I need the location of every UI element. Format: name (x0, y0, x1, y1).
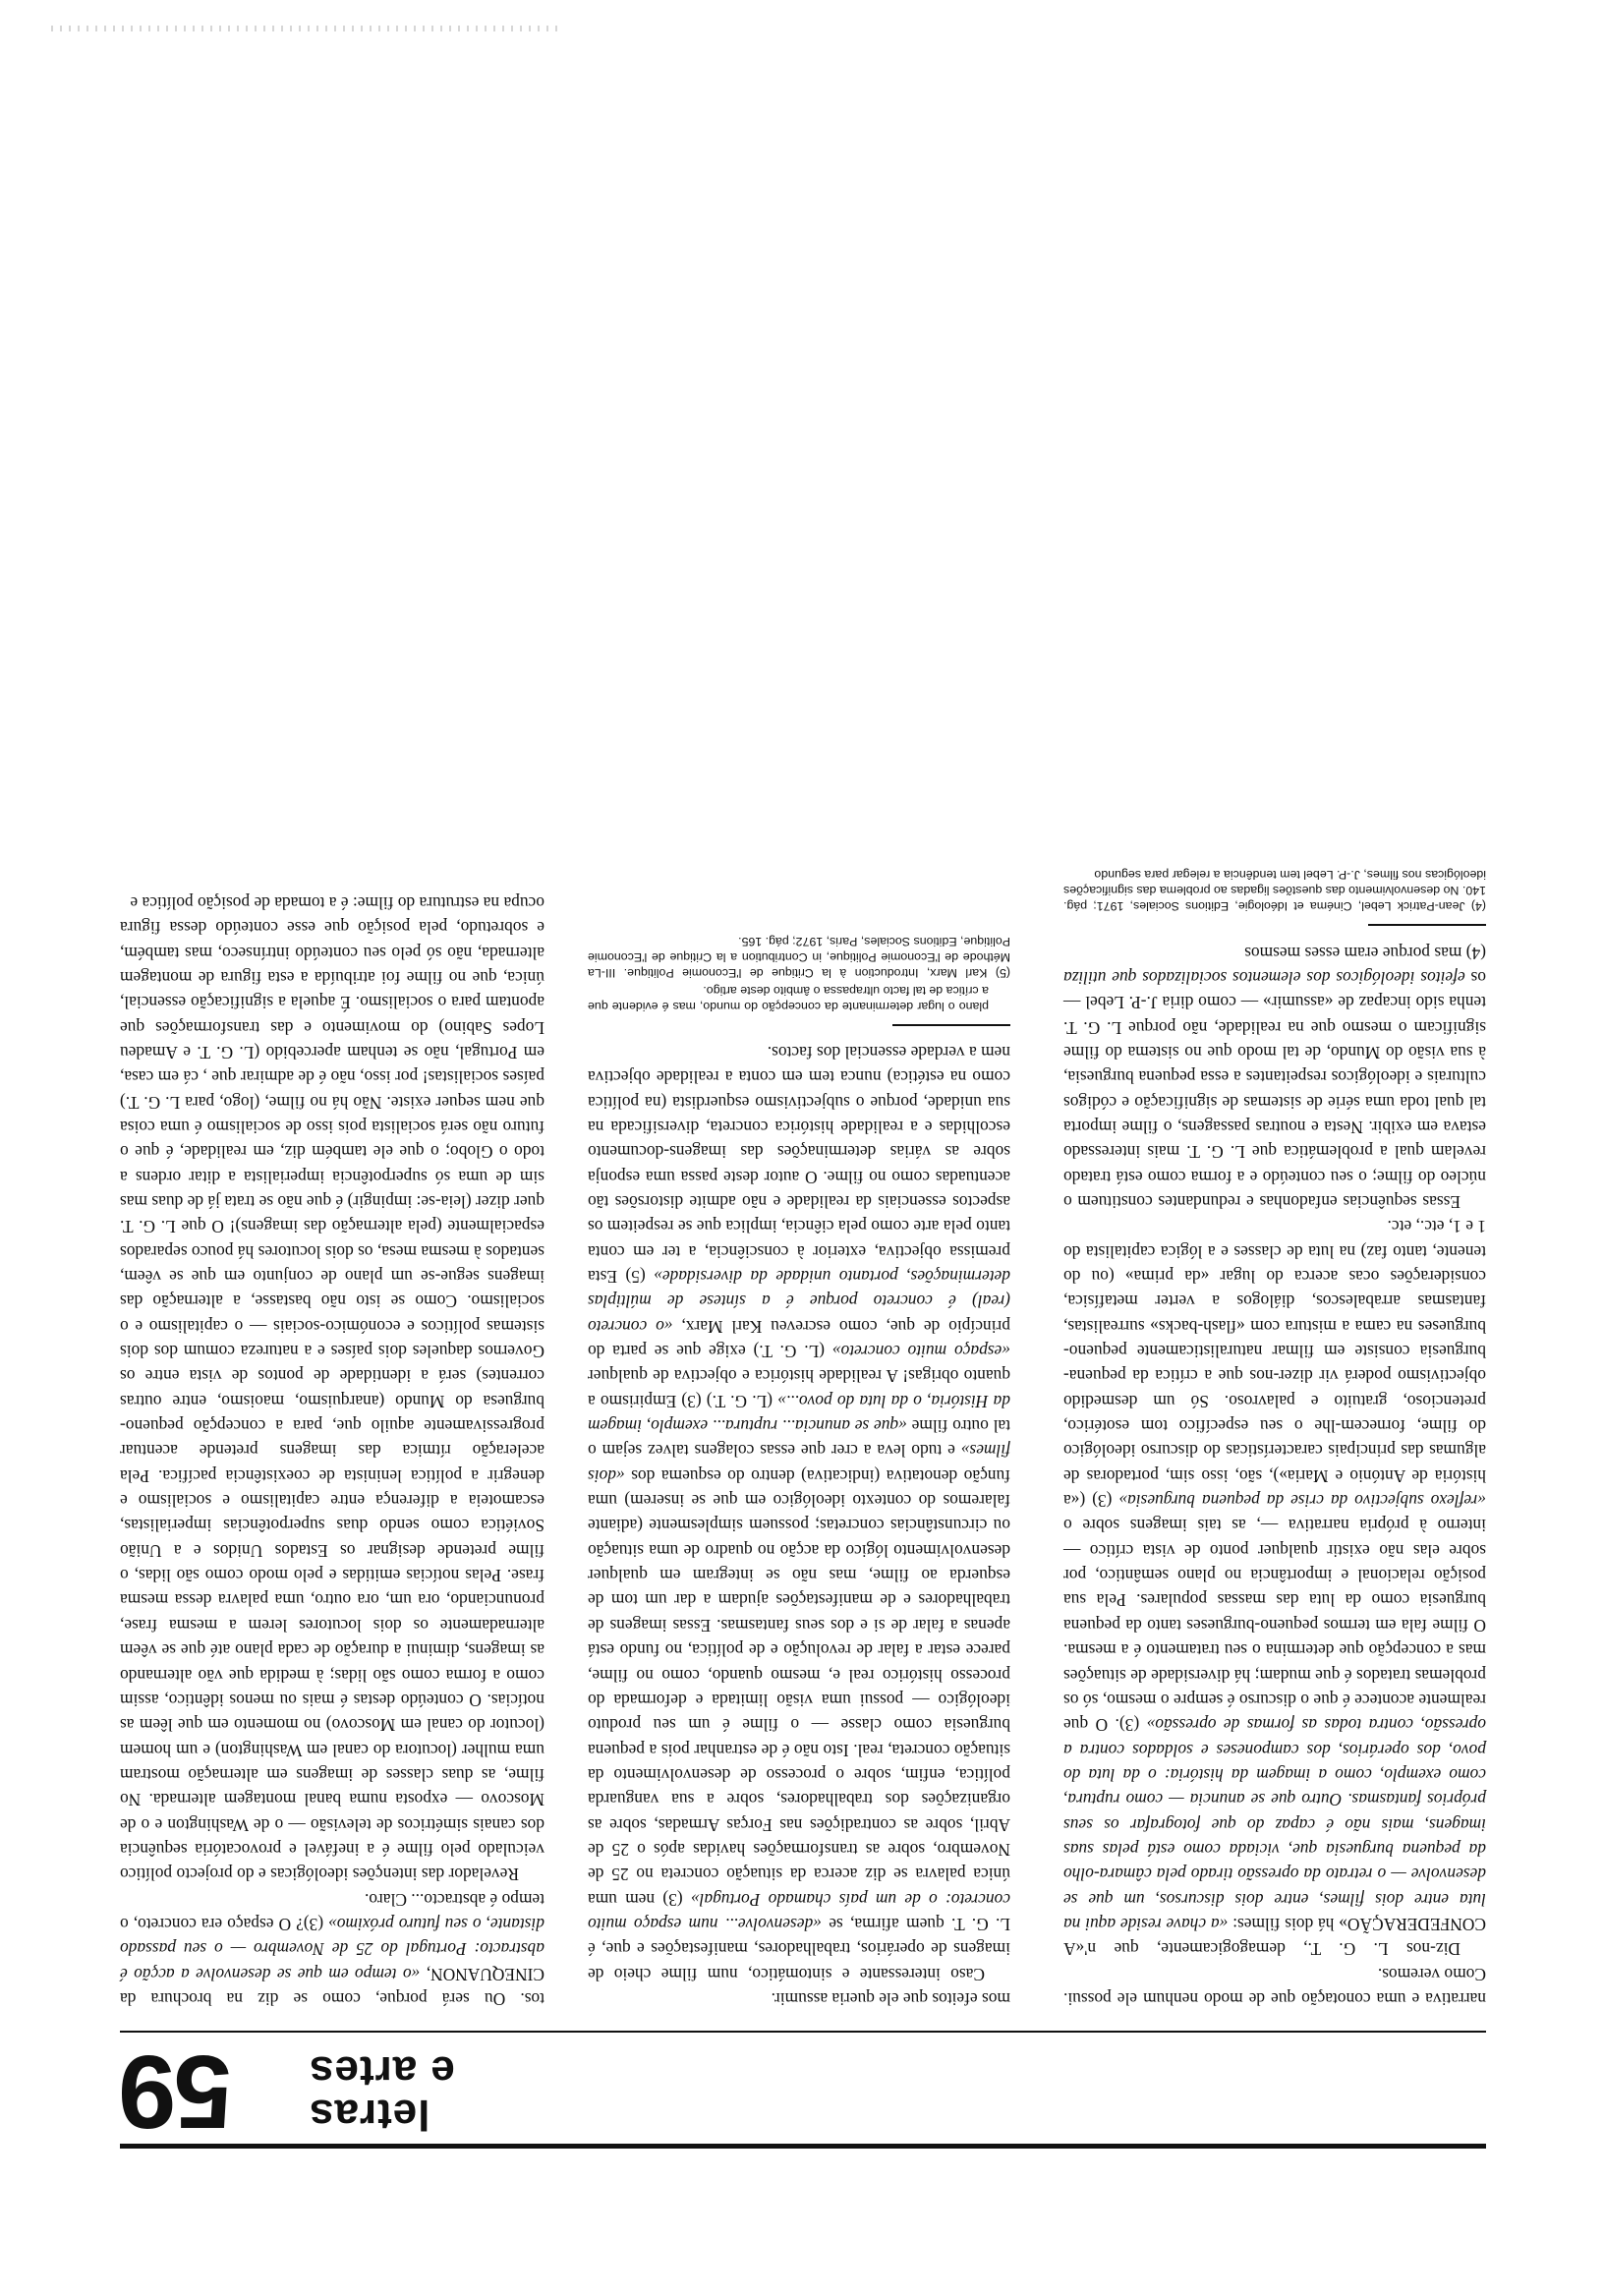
col1-paragraph-1: narrativa e uma conotação que de modo nenhum ele possui. Como veremos. (1063, 1964, 1486, 2009)
col3-paragraph-2: Revelador das intenções ideológicas e do projecto político veiculado pelo filme é a inefável e provocatória sequência dos canais simétricos de televisão — o de Washington e o de Moscovo — exposta numa banal montagem alternada. No filme, as duas classes de imagens em alternação mostram uma mulher (locutora do canal em Washington) e um homem (locutor do canal em Moscovo) no momento em que lêem as notícias. O conteúdo destas é mais ou menos idêntico, assim como a forma como são lidas; à medida que vão alternando as imagens, diminui a duração de cada plano até que se vêem alternadamente os dois locutores lerem a mesma frase, pronunciando, ora um, ora outro, uma palavra dessa mesma frase. Pelas notícias emitidas e pelo modo como são lidas, o filme pretende designar os Estados Unidos e a União Soviética como sendo duas superpotências imperialistas, escamoteia a diferença entre capitalismo e socialismo e denegrir a política leninista de coexistência pacífica. Pela aceleração rítmica das imagens pretende acentuar progressivamente aquilo que, para a concepção pequeno-burguesa do Mundo (anarquismo, maoismo, entre outras correntes) será a identidade de pontos de vista entre os Governos daqueles dois países e a natureza comum dos dois sistemas políticos e económico-sociais — o capitalismo e o socialismo. Como se isto não bastasse, a alternação das imagens segue-se um plano de conjunto em que se vêem, sentados à mesma mesa, os dois locutores há pouco separados espacialmente (pela alternação das imagens)! O que L. G. T. quer dizer (leia-se: impingir) é que não se trata já de duas mas sim de uma só superpotência imperialista a ditar ordens a todo o Globo; o que ele também diz, em realidade, é que o futuro não será socialista pois isso de socialismo é uma coisa que nem sequer existe. Não há no filme, (logo, para L. G. T.) países socialistas! por isso, não é de admirar que , cá em casa, em Portugal, não se tenham apercebido (L. G. T. e Amadeu Lopes Sabino) do movimento e das transformações que apontam para o socialismo. É aquela a significação essencial, única, que no filme foi atribuída a esta figura de montagem alternada, não só pelo seu conteúdo intrínseco, mas também, e sobretudo, pela posição que esse conteúdo dessa figura ocupa na estrutura do filme: é a tomada de posição política e (120, 892, 544, 1885)
col1-paragraph-2: Diz-nos L. G. T., demagogicamente, que n'«A CONFEDERAÇÃO» há dois filmes: «a chave reside aqui na luta entre dois filmes, entre dois discursos, um que se desenvolve — o retrato da opressão tirado pela câmara-olho da pequena burguesia que, viciada como está pelas suas imagens, mais não é capaz do que fotografar os seus próprios fantasmas. Outro que se anuncia — como ruptura, como exemplo, como a imagem da história: o da luta do povo, dos operários, dos camponeses e soldados contra a opressão, contra todas as formas de opressão» (3). O que realmente acontece é que o discurso é sempre o mesmo, só os problemas tratados é que mudam; há diversidade de situações mas a concepção que determina o seu tratamento é a mesma. O filme fala em termos pequeno-burgueses tanto da pequena burguesia como da luta das massas populares. Pela sua posição relacional e importância no plano semântico, por sobre elas não existir qualquer ponto de vista crítico — interno à própria narrativa —, as tais imagens sobre o «reflexo subjectivo da crise da pequena burguesia» (3) («a história de António e Maria»), são, isso sim, portadoras de algumas das principais características do discurso ideológico do filme, fornecem-lhe o seu específico tom esotérico, pretencioso, gratuito e palavroso. Só um desmedido objectivismo poderá vir dizer-nos que a crítica da pequena-burguesia consiste em filmar naturalisticamente pequeno-burgueses na cama a mistura com «flash-backs» surrealistas, fantasmas arrabalescos, diálogos a verter metafísica, considerações ocas acerca do lugar «da prima» (ou do tenente, tanto faz) na luta de classes e a lógica capitalista do 1 e 1, etc., etc. (1063, 1217, 1486, 1960)
header-rule-top (120, 2144, 1486, 2149)
col1-paragraph-3: Essas sequências enfadonhas e redundantes constituem o núcleo do filme; o seu conteúdo e a forma como está tratado revelam qual a problemática que L. G. T. mais interessado estava em exibir. Nesta e noutras passagens, o filme importa tal qual toda uma série de sistemas de significação e códigos culturais e ideológicos respeitantes a essa pequena burguesia, à sua visão do Mundo, de tal modo que no sistema do filme significam o mesmo que na realidade, não porque L. G. T. tenha sido incapaz de «assumir» — como diria J.-P. Lebel — os efeitos ideológicos dos elementos socializados que utiliza (4) mas porque eram esses mesmos (1063, 943, 1486, 1212)
col3-paragraph-1: tos. Ou será porque, como se diz na brochura da CINEQUANON, «o tempo em que se desenvolve a acção é abstracto: Portugal do 25 de Novembro — o seu passado distante, o seu futuro próximo» (3)? O espaço era concreto, o tempo é abstracto... Claro. (119, 1889, 544, 2009)
column-left (1063, 865, 1486, 2011)
footnote-rule (1368, 924, 1486, 926)
header-rule-bottom (120, 2031, 1486, 2033)
column-middle (588, 932, 1010, 2011)
col2-paragraph-2: Caso interessante e sintomático, num filme cheio de imagens de operários, trabalhadores, manifestações e que, é L. G. T. quem afirma, se «desenvolve... num espaço muito concreto: o de um país chamado Portugal» (3) nem uma única palavra se diz acerca da situação concreta no 25 de Novembro, sobre as transformações havidas após o 25 de Abril, sobre as contradições nas Forças Armadas, sobre as organizações dos trabalhadores, sobre a sua vanguarda política, enfim, sobre o processo de desenvolvimento da situação concreta, real. Isto não é de estranhar pois a pequena burguesia como classe — o filme é um seu produto ideológico — possui uma visão limitada e deformada do processo histórico real e, mesmo quando, como no filme, parece estar a falar de revolução e de política, no fundo está apenas a falar de si e dos seus fantasmas. Essas imagens de trabalhadores e de manifestações ajudam a dar um tom de esquerda ao filme, mas não se integram em qualquer desenvolvimento lógico da acção no quadro de uma situação ou circunstâncias concretas; possuem simplesmente (adiante falaremos do contexto ideológico em que se inserem) uma função denotativa (indicativa) dentro do esquema dos «dois filmes» e tudo leva a crer que essas colagens talvez sejam o tal outro filme «que se anuncia... ruptura... exemplo, imagem da História, o da luta do povo...» (L. G. T.) (3) Empirismo a quanto obrigas! A realidade histórica e objectiva de qualquer «espaço muito concreto» (L. G. T.) exige que se parta do princípio de que, como escreveu Karl Marx, «o concreto (real) é concreto porque é a síntese de múltiplas determinações, portanto unidade da diversidade» (5) Esta premissa objectiva, exterior à consciência, a ter em conta tanto pela arte como pela ciência, implica que se respeitem os aspectos essenciais da realidade e não admite distorsões tão acentuadas como no filme. O autor deste passa uma esponja sobre as várias determinações das imagens-documento escolhidas e a realidade histórica concreta, diversificada na sua unidade, porque o subjectivismo esquerdista (na política como na estética) nunca tem em conta a realidade objectiva nem a verdade essencial dos factos. (587, 1042, 1010, 1984)
section-title-line2: e artes (309, 2047, 455, 2095)
footnote-4: (4) Jean-Patrick Lebel, Cinéma et Idéologie, Editions Sociales, 1971; pág. 140. No desenvolvimento das questões ligadas ao problema das significações ideológicas nos filmes, J.-P. Lebel tem tendência a relegar para segundo (1063, 868, 1486, 914)
section-title (309, 2047, 495, 2139)
section-title-line1: letras (309, 2091, 430, 2139)
col1-footnotes (1063, 867, 1486, 914)
page-number: 59 (120, 2034, 232, 2150)
scan-edge-marks (46, 26, 557, 31)
footnote-4-continued: plano o lugar determinante da concepção do mundo, mas é evidente que a crítica de tal facto ultrapassa o âmbito deste artigo. (588, 983, 989, 1013)
col2-paragraph-1: mos efeitos que ele queria assumir. (771, 1989, 1010, 2009)
footnote-5: (5) Karl Marx, Introduction à la Critique de l'Economie Politique. III-La Méthode de l'Economie Politique, in Contribution a la Critique de l'Economie Politique, Editions Sociales, Paris, 1972; pág. 165. (588, 934, 1010, 980)
footnote-rule (892, 1024, 1010, 1026)
col2-footnotes (588, 934, 1010, 1014)
column-right (120, 890, 544, 2011)
